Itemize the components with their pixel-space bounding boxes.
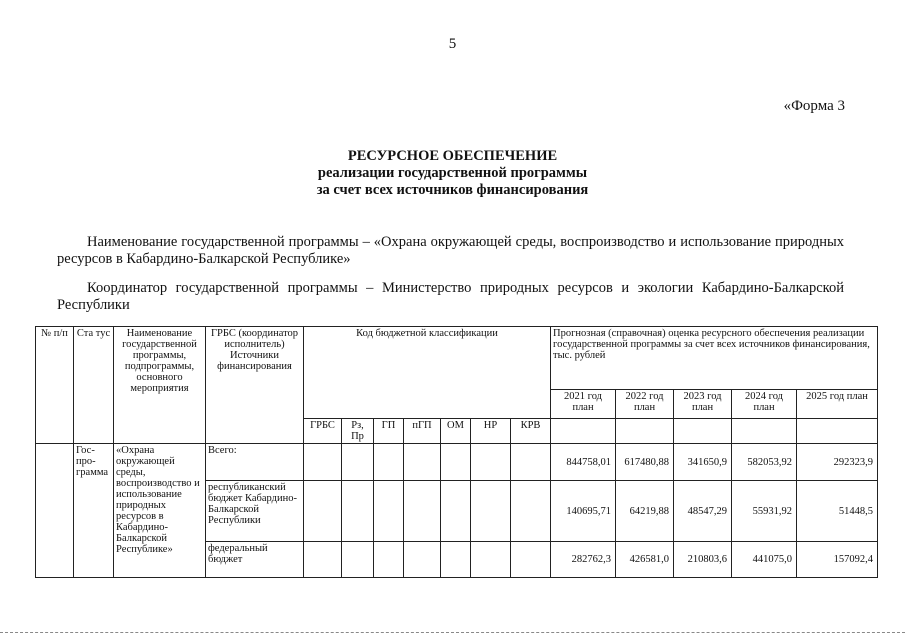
header-year: 2023 год план [674,390,732,419]
code-cell [471,481,511,542]
header-code: пГП [404,419,441,444]
empty-cell [732,419,797,444]
header-code: ГП [374,419,404,444]
header-code: НР [471,419,511,444]
code-cell [511,444,551,481]
resource-table [35,326,878,578]
header-name: Наименование государственной программы, подпрограммы, основного мероприятия [114,327,206,444]
program-name-paragraph [57,234,844,268]
header-year: 2025 год план [797,390,878,419]
code-cell [404,481,441,542]
value-cell: 157092,4 [797,542,878,578]
header-code: Рз, Пр [342,419,374,444]
header-year: 2024 год план [732,390,797,419]
value-cell: 210803,6 [674,542,732,578]
code-cell [342,542,374,578]
empty-cell [551,419,616,444]
value-cell: 140695,71 [551,481,616,542]
source-cell: Всего: [206,444,304,481]
code-cell [342,481,374,542]
title-line-1: РЕСУРСНОЕ ОБЕСПЕЧЕНИЕ [347,148,558,164]
code-cell [511,481,551,542]
header-code: КРВ [511,419,551,444]
page-number: 5 [448,36,457,52]
empty-cell [616,419,674,444]
value-cell: 844758,01 [551,444,616,481]
value-cell: 51448,5 [797,481,878,542]
code-cell [304,481,342,542]
code-cell [342,444,374,481]
code-cell [441,444,471,481]
header-forecast: Прогнозная (справочная) оценка ресурсного обеспечения реализации государственной программы за счет всех источников финансирования, тыс. рублей [551,327,878,390]
program-name-text: Наименование государственной программы – «Охрана окружающей среды, воспроизводство и использование природных ресурсов в Кабардино-Балкарской Республике» [57,234,844,267]
code-cell [471,542,511,578]
code-cell [304,542,342,578]
header-num: № п/п [36,327,74,444]
code-cell [441,542,471,578]
coordinator-paragraph [57,280,844,314]
value-cell: 441075,0 [732,542,797,578]
code-cell [511,542,551,578]
value-cell: 582053,92 [732,444,797,481]
code-cell [374,481,404,542]
value-cell: 426581,0 [616,542,674,578]
code-cell [471,444,511,481]
value-cell: 282762,3 [551,542,616,578]
header-year: 2021 год план [551,390,616,419]
coordinator-text: Координатор государственной программы – Министерство природных ресурсов и экологии Кабардино-Балкарской Республики [57,280,844,313]
code-cell [404,444,441,481]
status-cell: Гос-про-грамма [74,444,114,578]
value-cell: 341650,9 [674,444,732,481]
value-cell: 48547,29 [674,481,732,542]
program-cell: «Охрана окружающей среды, воспроизводство и использование природных ресурсов в Кабардино-Балкарской Республике» [114,444,206,578]
title-line-3: за счет всех источников финансирования [316,182,589,198]
value-cell: 64219,88 [616,481,674,542]
code-cell [441,481,471,542]
code-cell [374,444,404,481]
code-cell [374,542,404,578]
header-budget-code: Код бюджетной классификации [304,327,551,419]
table-row [36,444,878,481]
form-label: «Форма 3 [783,98,845,114]
code-cell [404,542,441,578]
empty-cell [674,419,732,444]
source-cell: республиканский бюджет Кабардино-Балкарской Республики [206,481,304,542]
header-status: Ста тус [74,327,114,444]
code-cell [304,444,342,481]
document-title [0,148,905,199]
value-cell: 617480,88 [616,444,674,481]
header-year: 2022 год план [616,390,674,419]
header-code: ОМ [441,419,471,444]
page-bottom-divider [0,632,905,633]
row-num-cell [36,444,74,578]
value-cell: 292323,9 [797,444,878,481]
header-code: ГРБС [304,419,342,444]
source-cell: федеральный бюджет [206,542,304,578]
header-grbs: ГРБС (координатор исполнитель) Источники финансирования [206,327,304,444]
empty-cell [797,419,878,444]
title-line-2: реализации государственной программы [317,165,588,181]
value-cell: 55931,92 [732,481,797,542]
